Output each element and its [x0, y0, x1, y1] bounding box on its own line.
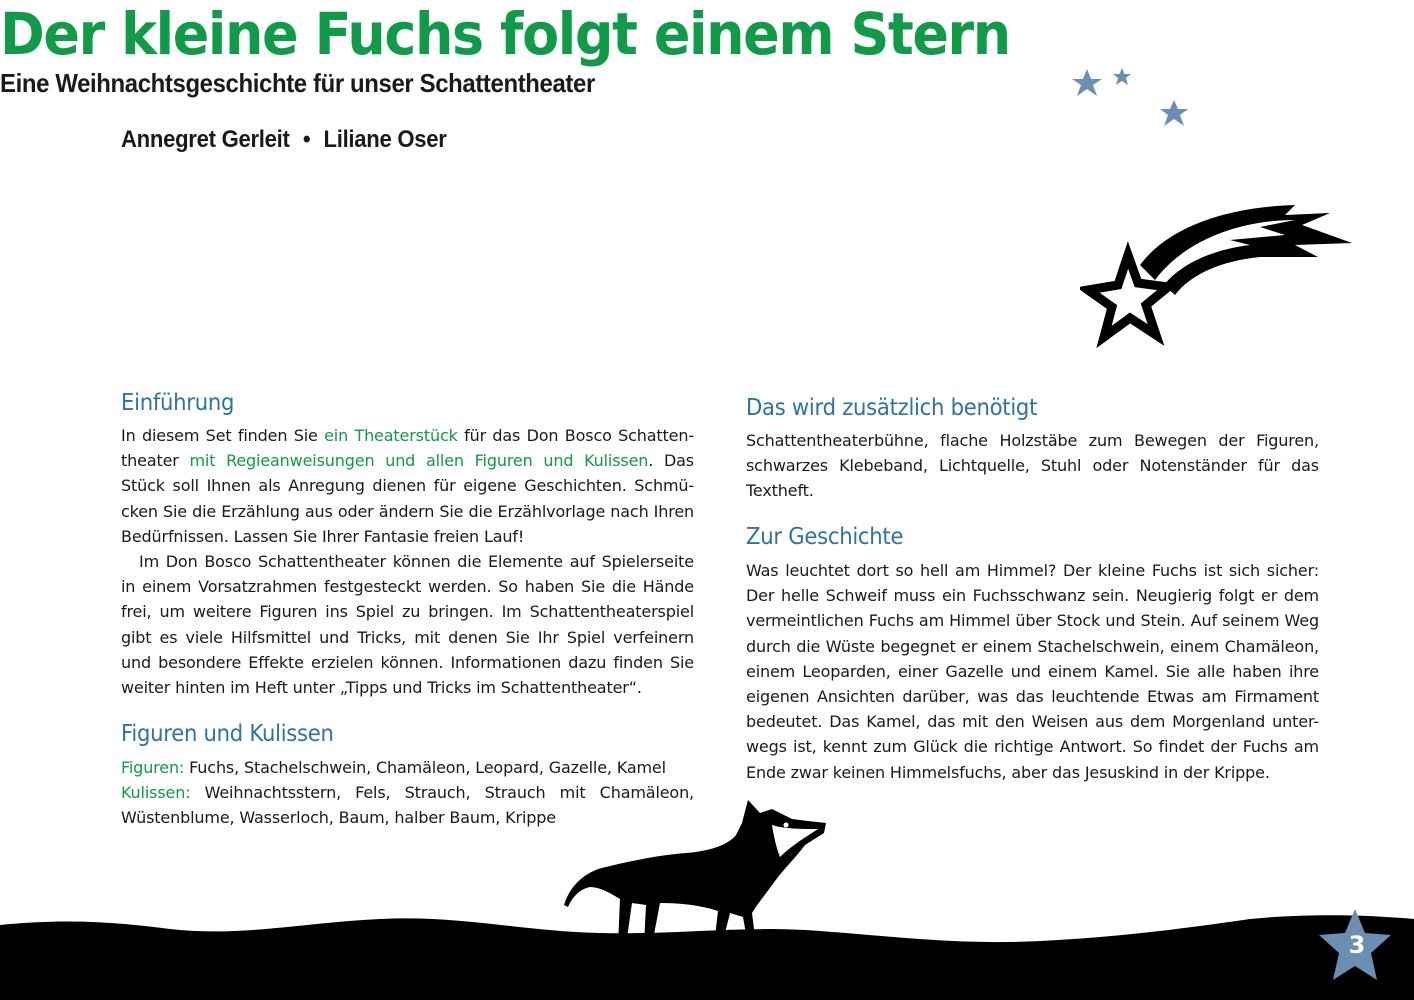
sets-label: Kulissen:: [121, 783, 191, 803]
author-name: Liliane Oser: [323, 126, 447, 153]
section-heading-story: Zur Geschichte: [746, 524, 904, 550]
ground-silhouette: [0, 895, 1414, 1000]
figures-line: Figuren: Fuchs, Stachelschwein, Chamäleon, Leopard, Gazelle, Kamel: [121, 758, 666, 777]
story-text: Was leuchtet dort so hell am Himmel? Der kleine Fuchs ist sich sicher: Der helle Schweif muss ein Fuchsschwanz sein. Neugierig folgt er dem vermeintlichen Fuchs am Himmel über Stock und Stein. Auf seinem Weg durch die Wüste begegnet er einem Stachelschwein, einem Chamäleon, einem Leoparden, einer Gazelle und einem Kamel. Sie alle haben ihre eigenen Ansichten darüber, was das leuchtende Etwas am Firmament bedeutet. Das Kamel, das mit den Weisen aus dem Morgenland unter-wegs ist, kennt zum Glück die richtige Antwort. So findet der Fuchs am Ende zwar keinen Himmelsfuchs, aber das Jesuskind in der Krippe.: [746, 561, 1319, 782]
shooting-star-icon: [1080, 195, 1360, 360]
sets-line: Kulissen: Weihnachtsstern, Fels, Strauch, Strauch mit Chamäleon, Wüstenblume, Wasserloch, Baum, halber Baum, Krippe: [121, 783, 694, 828]
intro-paragraph: Im Don Bosco Schattentheater können die Elemente auf Spielerseite in einem Vorsatzrahmen festgesteckt werden. So haben Sie die Hände frei, um weitere Figuren ins Spiel zu bringen. Im Schattentheaterspiel gibt es viele Hilfsmittel und Tricks, mit denen Sie Ihr Spiel verfeinern und besondere Effekte erzielen können. Informationen dazu finden Sie weiter hinten im Heft unter „Tipps und Tricks im Schattentheater“.: [121, 552, 694, 698]
section-heading-extra: Das wird zusätzlich benötigt: [746, 395, 1038, 421]
intro-paragraph: In diesem Set finden Sie ein Theaterstück für das Don Bosco Schatten-theater mit Regieanweisungen und allen Figuren und Kulissen. Das Stück soll Ihnen als Anregung dienen für eigene Geschichten. Schmü-cken Sie die Erzählung aus oder ändern Sie die Erzählvorlage nach Ihren Bedürfnissen. Lassen Sie Ihrer Fantasie freien Lauf!: [121, 426, 694, 546]
author-name: Annegret Gerleit: [121, 126, 290, 153]
page-title: Der kleine Fuchs folgt einem Stern: [0, 0, 1010, 68]
star-icon: [1160, 100, 1188, 126]
figures-label: Figuren:: [121, 758, 185, 777]
page-number: 3: [1348, 931, 1366, 959]
extra-text: Schattentheaterbühne, flache Holzstäbe zum Bewegen der Figuren, schwarzes Klebeband, Lichtquelle, Stuhl oder Notenständer für das Textheft.: [746, 431, 1319, 501]
section-heading-intro: Einführung: [121, 390, 235, 416]
page-subtitle: Eine Weihnachtsgeschichte für unser Schattentheater: [0, 68, 595, 98]
highlight-theaterstueck: ein Theaterstück: [324, 426, 458, 445]
highlight-regieanweisungen: mit Regieanweisungen und allen Figuren und Kulissen: [189, 451, 649, 471]
authors-line: [121, 126, 447, 154]
section-heading-figures: Figuren und Kulissen: [121, 721, 334, 747]
author-separator: •: [302, 126, 311, 153]
intro-text: [121, 423, 694, 700]
